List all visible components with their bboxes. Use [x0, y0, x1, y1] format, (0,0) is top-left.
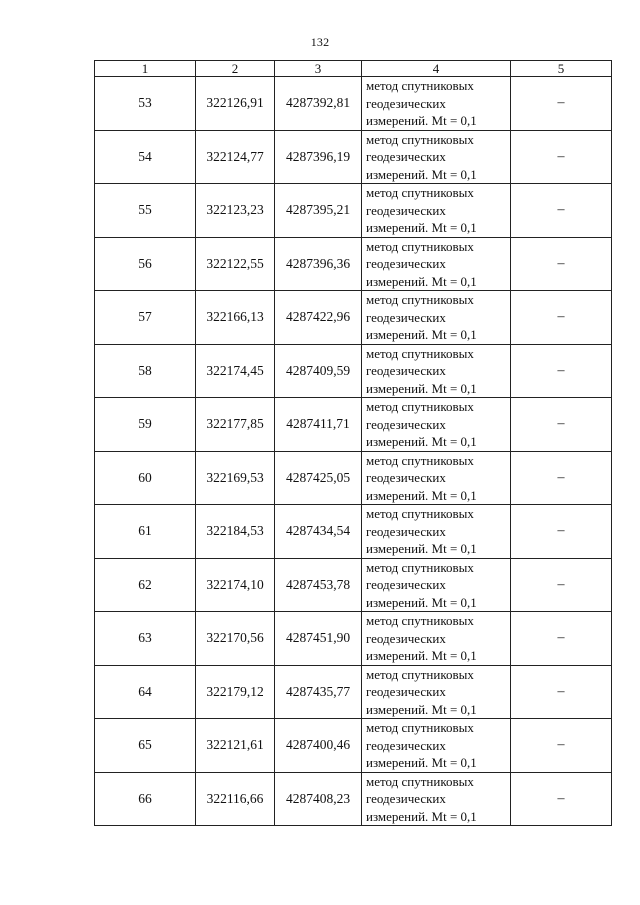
- y-coordinate-cell: 4287435,77: [275, 665, 362, 719]
- y-coordinate-cell: 4287396,19: [275, 130, 362, 184]
- method-text-line: геодезических: [366, 470, 446, 485]
- method-text-line: измерений. Mt = 0,1: [366, 541, 477, 556]
- point-number-cell: 66: [95, 772, 196, 826]
- note-cell: –: [511, 772, 612, 826]
- method-text-line: геодезических: [366, 416, 446, 432]
- x-coordinate-cell: 322123,23: [196, 184, 275, 238]
- table-row: [95, 130, 612, 184]
- method-text-line: измерений. Mt = 0,1: [366, 594, 477, 610]
- note-cell: –: [511, 719, 612, 773]
- method-cell: [362, 451, 511, 505]
- column-header-2: 2: [196, 61, 275, 77]
- y-coordinate-cell: 4287451,90: [275, 612, 362, 666]
- method-text-line: измерений. Mt = 0,1: [366, 113, 477, 128]
- y-coordinate-cell: 4287425,05: [275, 451, 362, 505]
- method-text-line: геодезических: [366, 95, 446, 111]
- note-cell: –: [511, 558, 612, 612]
- method-cell: [362, 505, 511, 559]
- method-cell: [362, 184, 511, 238]
- table-row: [95, 77, 612, 131]
- note-cell: –: [511, 77, 612, 131]
- point-number-cell: 55: [95, 184, 196, 238]
- note-cell: –: [511, 505, 612, 559]
- x-coordinate-cell: 322122,55: [196, 237, 275, 291]
- table-row: [95, 505, 612, 559]
- x-coordinate-cell: 322126,91: [196, 77, 275, 131]
- method-cell: [362, 291, 511, 345]
- method-text-line: измерений. Mt = 0,1: [366, 273, 477, 289]
- method-text-line: измерений. Mt = 0,1: [366, 166, 477, 182]
- method-text-line: геодезических: [366, 309, 446, 325]
- note-cell: –: [511, 237, 612, 291]
- table-row: [95, 719, 612, 773]
- method-text-line: метод спутниковых: [366, 399, 474, 414]
- x-coordinate-cell: 322124,77: [196, 130, 275, 184]
- method-text-line: измерений. Mt = 0,1: [366, 434, 477, 449]
- x-coordinate-cell: 322121,61: [196, 719, 275, 773]
- method-text-line: геодезических: [366, 256, 446, 271]
- method-cell: [362, 398, 511, 452]
- note-cell: –: [511, 665, 612, 719]
- method-text-line: измерений. Mt = 0,1: [366, 380, 477, 396]
- method-text-line: геодезических: [366, 363, 446, 378]
- table-row: [95, 344, 612, 398]
- method-text-line: метод спутниковых: [366, 452, 474, 468]
- column-header-5: 5: [511, 61, 612, 77]
- y-coordinate-cell: 4287400,46: [275, 719, 362, 773]
- method-text-line: геодезических: [366, 577, 446, 592]
- point-number-cell: 65: [95, 719, 196, 773]
- method-text-line: измерений. Mt = 0,1: [366, 487, 477, 503]
- table-header-row: [95, 61, 612, 77]
- column-header-3: 3: [275, 61, 362, 77]
- table-row: [95, 398, 612, 452]
- x-coordinate-cell: 322174,45: [196, 344, 275, 398]
- method-text-line: геодезических: [366, 684, 446, 699]
- method-text-line: метод спутниковых: [366, 292, 474, 307]
- x-coordinate-cell: 322179,12: [196, 665, 275, 719]
- point-number-cell: 56: [95, 237, 196, 291]
- note-cell: –: [511, 398, 612, 452]
- point-number-cell: 61: [95, 505, 196, 559]
- point-number-cell: 54: [95, 130, 196, 184]
- method-text-line: метод спутниковых: [366, 131, 474, 147]
- method-text-line: измерений. Mt = 0,1: [366, 220, 477, 235]
- y-coordinate-cell: 4287392,81: [275, 77, 362, 131]
- method-text-line: геодезических: [366, 149, 446, 164]
- method-text-line: геодезических: [366, 202, 446, 218]
- method-text-line: геодезических: [366, 737, 446, 753]
- note-cell: –: [511, 130, 612, 184]
- method-cell: [362, 719, 511, 773]
- method-text-line: измерений. Mt = 0,1: [366, 755, 477, 770]
- method-cell: [362, 237, 511, 291]
- table-row: [95, 451, 612, 505]
- method-cell: [362, 772, 511, 826]
- point-number-cell: 64: [95, 665, 196, 719]
- method-cell: [362, 558, 511, 612]
- y-coordinate-cell: 4287395,21: [275, 184, 362, 238]
- method-cell: [362, 665, 511, 719]
- method-text-line: измерений. Mt = 0,1: [366, 808, 477, 824]
- note-cell: –: [511, 451, 612, 505]
- table-row: [95, 558, 612, 612]
- method-cell: [362, 612, 511, 666]
- y-coordinate-cell: 4287434,54: [275, 505, 362, 559]
- column-header-4: 4: [362, 61, 511, 77]
- point-number-cell: 53: [95, 77, 196, 131]
- coordinates-table: [94, 60, 612, 826]
- method-text-line: метод спутниковых: [366, 506, 474, 521]
- method-text-line: метод спутниковых: [366, 720, 474, 735]
- method-cell: [362, 344, 511, 398]
- method-text-line: измерений. Mt = 0,1: [366, 648, 477, 663]
- point-number-cell: 58: [95, 344, 196, 398]
- table-body: [95, 77, 612, 826]
- method-cell: [362, 130, 511, 184]
- table-row: [95, 772, 612, 826]
- method-text-line: метод спутниковых: [366, 78, 474, 93]
- method-text-line: метод спутниковых: [366, 666, 474, 682]
- y-coordinate-cell: 4287409,59: [275, 344, 362, 398]
- x-coordinate-cell: 322116,66: [196, 772, 275, 826]
- note-cell: –: [511, 612, 612, 666]
- point-number-cell: 63: [95, 612, 196, 666]
- note-cell: –: [511, 344, 612, 398]
- point-number-cell: 60: [95, 451, 196, 505]
- method-text-line: метод спутниковых: [366, 345, 474, 361]
- note-cell: –: [511, 184, 612, 238]
- x-coordinate-cell: 322169,53: [196, 451, 275, 505]
- note-cell: –: [511, 291, 612, 345]
- method-text-line: измерений. Mt = 0,1: [366, 327, 477, 342]
- method-text-line: геодезических: [366, 791, 446, 806]
- method-text-line: метод спутниковых: [366, 773, 474, 789]
- table-row: [95, 665, 612, 719]
- x-coordinate-cell: 322177,85: [196, 398, 275, 452]
- method-text-line: метод спутниковых: [366, 185, 474, 200]
- x-coordinate-cell: 322170,56: [196, 612, 275, 666]
- y-coordinate-cell: 4287422,96: [275, 291, 362, 345]
- method-text-line: измерений. Mt = 0,1: [366, 701, 477, 717]
- method-text-line: метод спутниковых: [366, 559, 474, 575]
- y-coordinate-cell: 4287396,36: [275, 237, 362, 291]
- method-text-line: метод спутниковых: [366, 238, 474, 254]
- table-row: [95, 237, 612, 291]
- method-cell: [362, 77, 511, 131]
- x-coordinate-cell: 322184,53: [196, 505, 275, 559]
- point-number-cell: 62: [95, 558, 196, 612]
- method-text-line: метод спутниковых: [366, 613, 474, 628]
- page-number: 132: [310, 35, 330, 49]
- x-coordinate-cell: 322174,10: [196, 558, 275, 612]
- y-coordinate-cell: 4287411,71: [275, 398, 362, 452]
- table-row: [95, 612, 612, 666]
- x-coordinate-cell: 322166,13: [196, 291, 275, 345]
- point-number-cell: 59: [95, 398, 196, 452]
- point-number-cell: 57: [95, 291, 196, 345]
- method-text-line: геодезических: [366, 523, 446, 539]
- y-coordinate-cell: 4287408,23: [275, 772, 362, 826]
- table-row: [95, 184, 612, 238]
- table-row: [95, 291, 612, 345]
- method-text-line: геодезических: [366, 630, 446, 646]
- column-header-1: 1: [95, 61, 196, 77]
- y-coordinate-cell: 4287453,78: [275, 558, 362, 612]
